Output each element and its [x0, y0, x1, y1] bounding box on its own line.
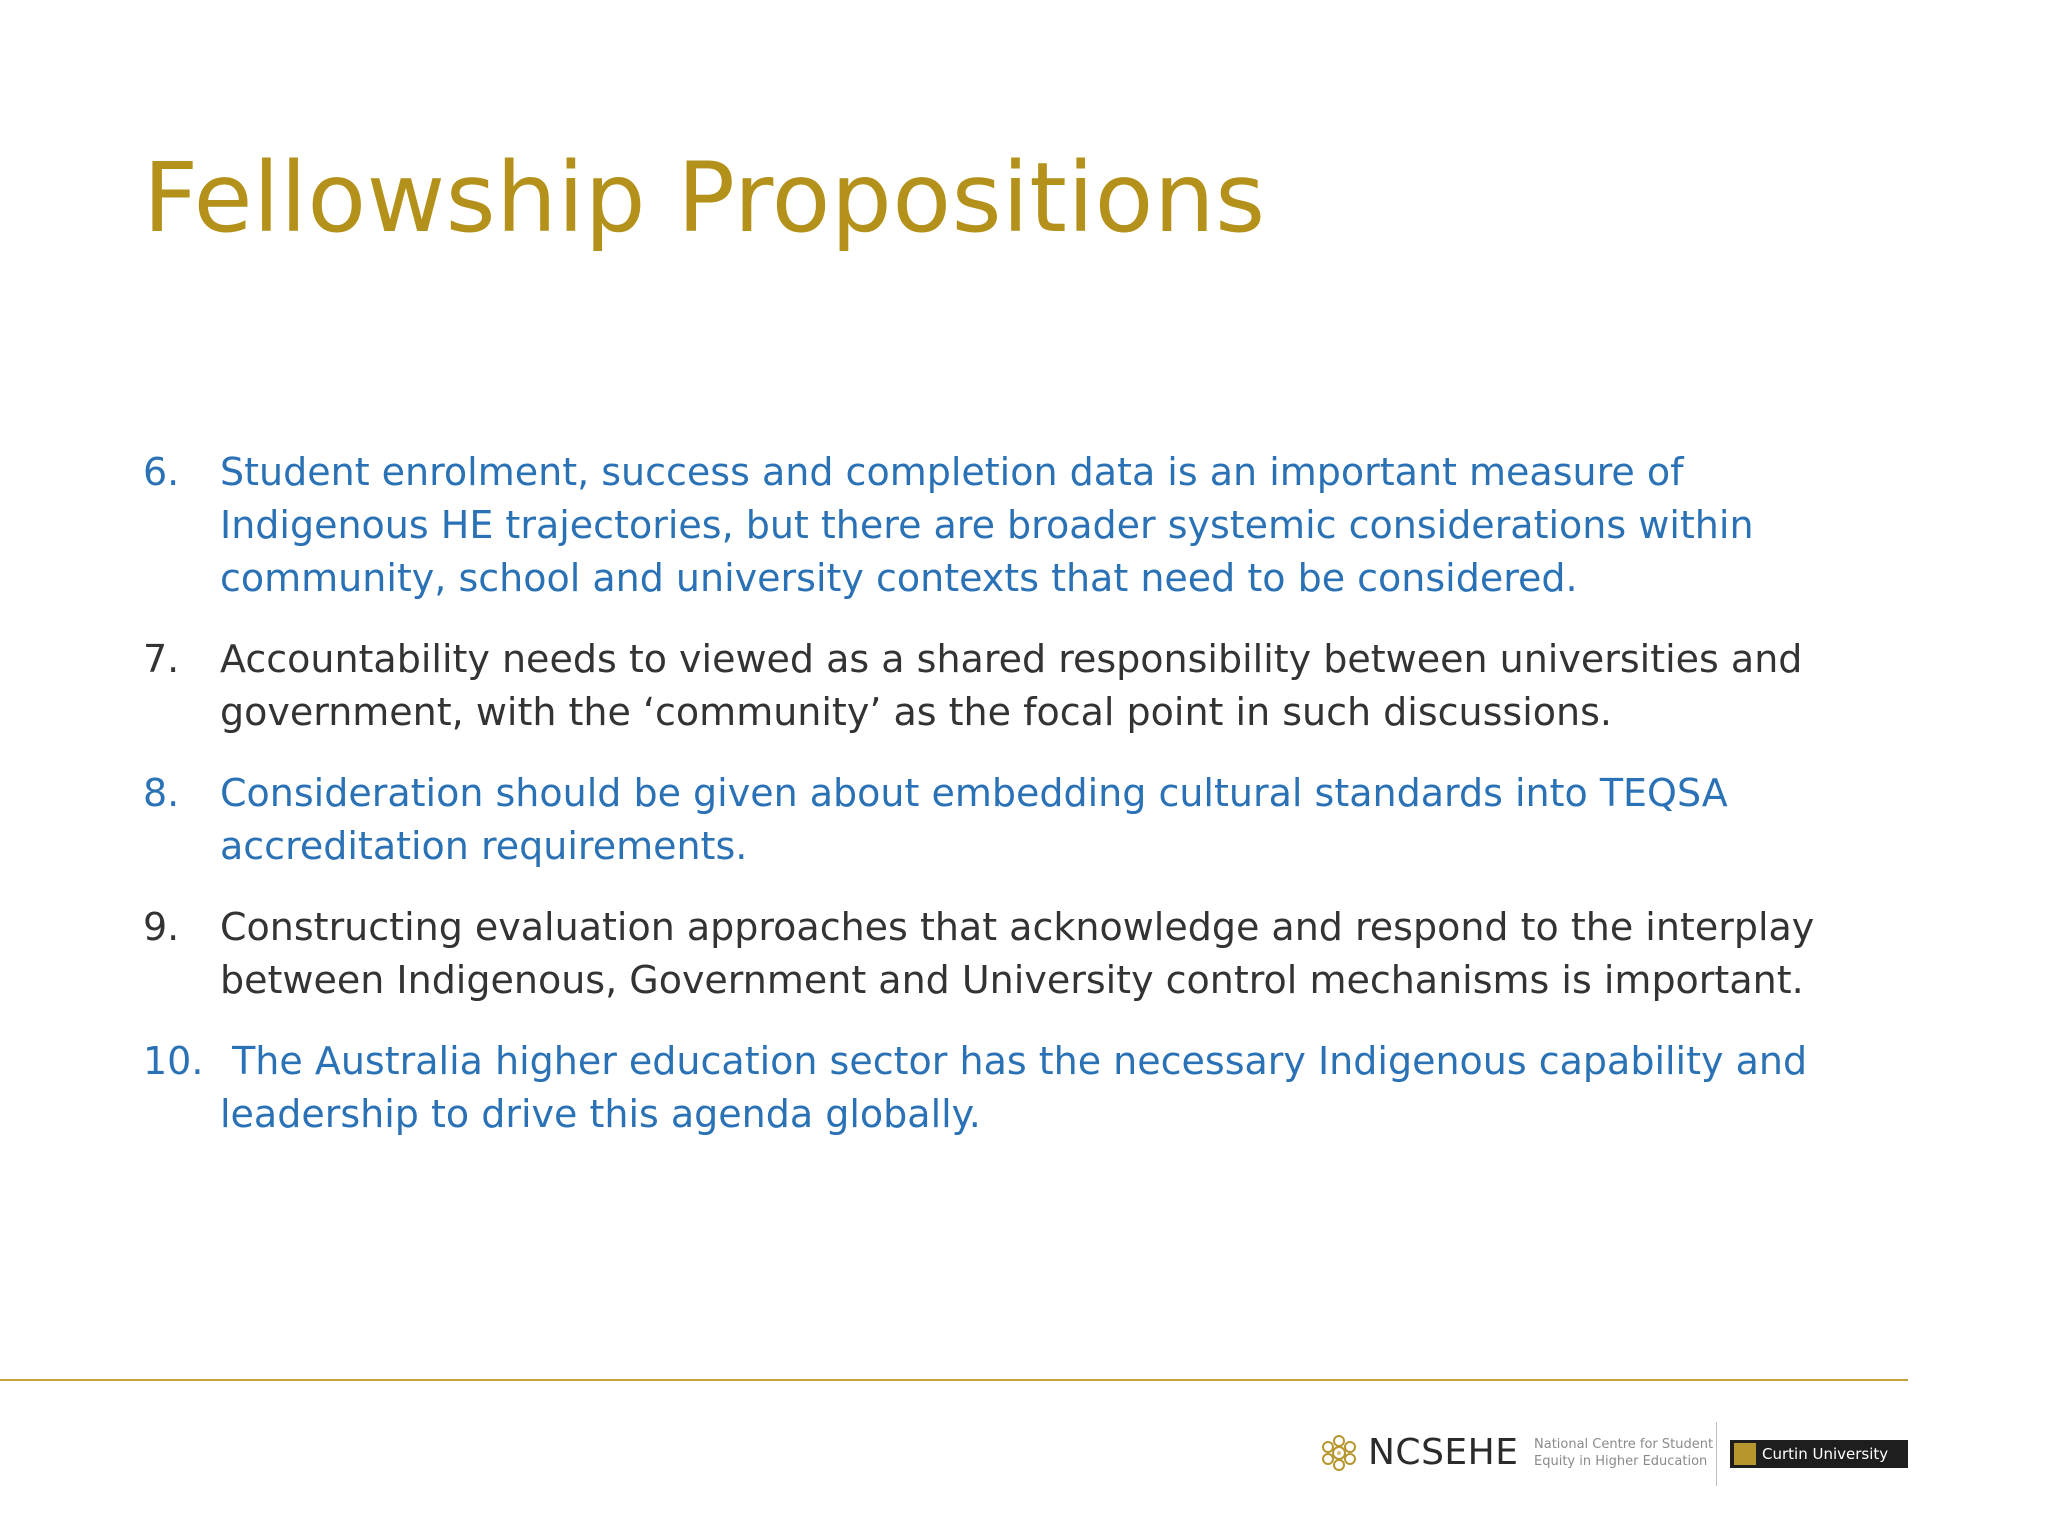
list-item	[143, 901, 1843, 1007]
curtin-wordmark: Curtin University	[1762, 1445, 1889, 1463]
propositions-list	[143, 446, 1843, 1169]
ncsehe-wordmark: NCSEHE	[1368, 1432, 1519, 1473]
curtin-logo	[1730, 1440, 1908, 1468]
item-line: government, with the ‘community’ as the focal point in such discussions.	[220, 690, 1612, 734]
item-number: 10.	[143, 1039, 204, 1083]
list-item	[143, 633, 1843, 739]
slide-title: Fellowship Propositions	[143, 142, 1266, 254]
list-item	[143, 767, 1843, 873]
item-line: community, school and university contexts that need to be considered.	[220, 556, 1578, 600]
item-line: Indigenous HE trajectories, but there are broader systemic considerations within	[220, 503, 1754, 547]
item-number: 8.	[143, 771, 180, 815]
item-line: Consideration should be given about embedding cultural standards into TEQSA	[220, 771, 1728, 815]
item-line: Student enrolment, success and completion data is an important measure of	[220, 450, 1684, 494]
footer-divider	[0, 1379, 1908, 1381]
footer-logos	[1312, 1420, 1912, 1490]
item-line: The Australia higher education sector has the necessary Indigenous capability and	[220, 1039, 1808, 1083]
ncsehe-tagline-line: National Centre for Student	[1534, 1437, 1714, 1452]
item-line: Constructing evaluation approaches that acknowledge and respond to the interplay	[220, 905, 1815, 949]
item-line: leadership to drive this agenda globally.	[220, 1092, 981, 1136]
item-number: 9.	[143, 905, 180, 949]
curtin-crest-icon	[1734, 1443, 1756, 1465]
item-line: between Indigenous, Government and University control mechanisms is important.	[220, 958, 1804, 1002]
item-number: 7.	[143, 637, 180, 681]
logo-divider	[1716, 1422, 1717, 1486]
list-item	[143, 1035, 1843, 1141]
item-line: Accountability needs to viewed as a shared responsibility between universities and	[220, 637, 1803, 681]
ncsehe-tagline-line: Equity in Higher Education	[1534, 1454, 1708, 1469]
item-line: accreditation requirements.	[220, 824, 748, 868]
item-number: 6.	[143, 450, 180, 494]
list-item	[143, 446, 1843, 605]
ncsehe-tagline	[1534, 1436, 1714, 1470]
ncsehe-logo-icon	[1316, 1430, 1362, 1476]
